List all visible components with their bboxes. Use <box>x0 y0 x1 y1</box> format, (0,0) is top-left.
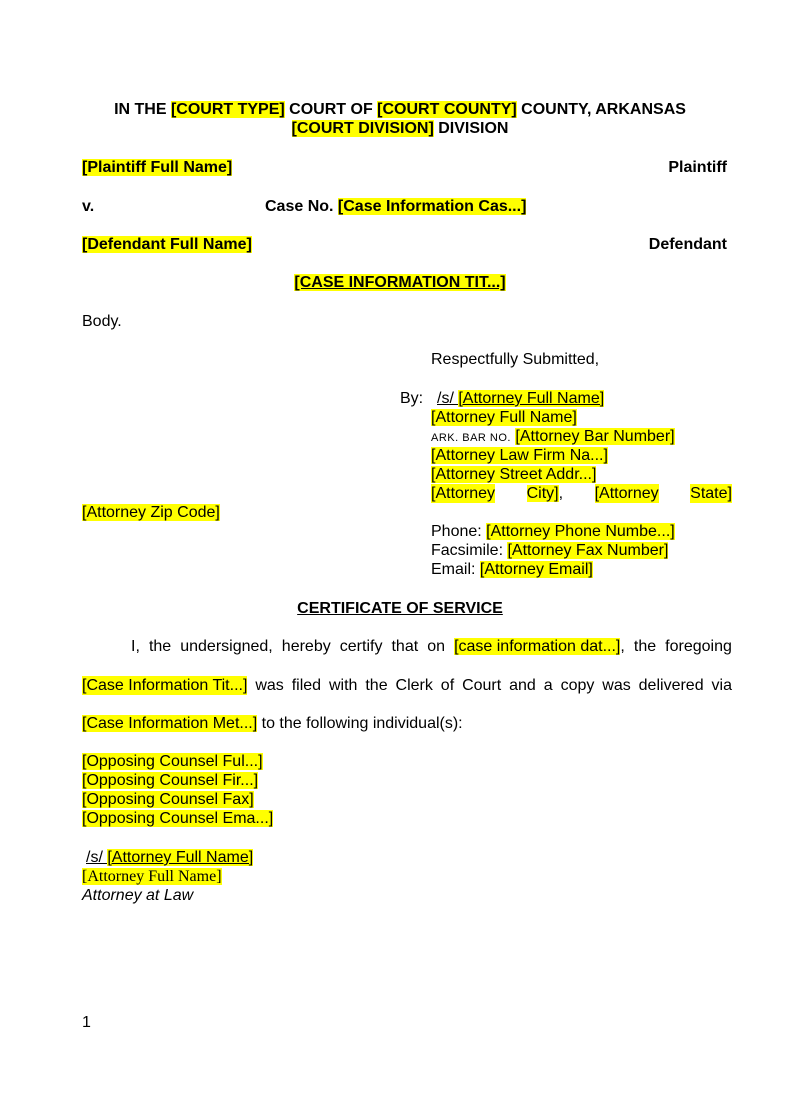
street-field: [Attorney Street Addr...] <box>431 466 597 483</box>
defendant-name-field: [Defendant Full Name] <box>82 236 252 253</box>
plaintiff-name <box>82 158 232 177</box>
by-label: By: <box>400 390 424 407</box>
cert-attorney-name-field: [Attorney Full Name] <box>82 868 222 885</box>
bar-label: ARK. BAR NO. <box>431 432 511 444</box>
opposing-counsel-email-field: [Opposing Counsel Ema...] <box>82 810 274 827</box>
plaintiff-name-field: [Plaintiff Full Name] <box>82 159 233 176</box>
attorney-name <box>431 408 577 427</box>
service-date-field: [case information dat...] <box>454 638 621 655</box>
header-text: COUNTY, ARKANSAS <box>516 101 686 118</box>
fax-label: Facsimile: <box>431 542 508 559</box>
opposing-counsel-fax <box>82 790 254 809</box>
state-field-part2: State] <box>690 485 732 502</box>
cert-sig-name-field: [Attorney Full Name] <box>107 849 254 866</box>
court-header-line-2 <box>0 119 800 138</box>
fax-field: [Attorney Fax Number] <box>507 542 669 559</box>
certificate-para-line-1: I, the undersigned, hereby certify that on [case information dat...], the foregoing <box>131 638 732 655</box>
document-title <box>0 273 800 292</box>
header-text: COURT OF <box>284 101 378 118</box>
opposing-counsel-name <box>82 752 263 771</box>
city-state-line <box>431 484 732 503</box>
document-title-field: [CASE INFORMATION TIT...] <box>294 274 506 291</box>
email-line <box>431 560 593 579</box>
email-field: [Attorney Email] <box>479 561 593 578</box>
opposing-counsel-email <box>82 809 273 828</box>
opposing-counsel-firm <box>82 771 258 790</box>
delivery-method-field: [Case Information Met...] <box>82 715 258 732</box>
phone-field: [Attorney Phone Numbe...] <box>486 523 675 540</box>
zip-line <box>82 503 220 522</box>
plaintiff-label: Plaintiff <box>668 159 727 176</box>
cert-sig-prefix: /s/ <box>86 849 108 866</box>
certificate-para-line-2: [Case Information Tit...] was filed with the Clerk of Court and a copy was delivered via <box>82 677 732 694</box>
case-no-label: Case No. <box>265 198 338 215</box>
law-firm-line <box>431 446 608 465</box>
phone-line <box>431 522 675 541</box>
phone-label: Phone: <box>431 523 487 540</box>
opposing-counsel-name-field: [Opposing Counsel Ful...] <box>82 753 263 770</box>
bar-number-field: [Attorney Bar Number] <box>515 428 675 445</box>
attorney-title: Attorney at Law <box>82 887 194 904</box>
signature-line <box>437 389 608 408</box>
state-field-part1: [Attorney <box>594 485 659 502</box>
defendant-name <box>82 235 252 254</box>
attorney-name-field: [Attorney Full Name] <box>431 409 577 426</box>
zip-field: [Attorney Zip Code] <box>82 504 220 521</box>
certificate-signature-line <box>82 848 257 867</box>
fax-line <box>431 541 668 560</box>
city-comma: , <box>558 485 564 502</box>
certificate-heading: CERTIFICATE OF SERVICE <box>297 600 503 617</box>
court-header-line-1 <box>0 100 800 119</box>
body-text: Body. <box>82 313 122 330</box>
header-text: IN THE <box>114 101 171 118</box>
defendant-label: Defendant <box>648 236 727 253</box>
respectfully-submitted: Respectfully Submitted, <box>431 351 600 368</box>
doc-title-field: [Case Information Tit...] <box>82 677 248 694</box>
city-field-part1: [Attorney <box>431 485 496 502</box>
versus-label: v. <box>82 198 95 215</box>
case-number <box>265 197 526 216</box>
certificate-para-line-3 <box>82 714 463 733</box>
page-number: 1 <box>82 1014 91 1031</box>
city-field-part2: City] <box>526 485 559 502</box>
email-label: Email: <box>431 561 480 578</box>
law-firm-field: [Attorney Law Firm Na...] <box>431 447 608 464</box>
court-division-field: [COURT DIVISION] <box>291 120 434 137</box>
sig-name-field: [Attorney Full Name] <box>458 390 605 407</box>
sig-prefix: /s/ <box>437 390 459 407</box>
street-line <box>431 465 596 484</box>
certificate-p3-text: to the following individual(s): <box>257 715 463 732</box>
header-text: DIVISION <box>433 120 509 137</box>
opposing-counsel-fax-field: [Opposing Counsel Fax] <box>82 791 254 808</box>
opposing-counsel-firm-field: [Opposing Counsel Fir...] <box>82 772 259 789</box>
certificate-attorney-name <box>82 867 222 886</box>
case-no-field: [Case Information Cas...] <box>337 198 527 215</box>
court-county-field: [COURT COUNTY] <box>377 101 517 118</box>
bar-number-line <box>431 427 675 448</box>
court-type-field: [COURT TYPE] <box>170 101 285 118</box>
